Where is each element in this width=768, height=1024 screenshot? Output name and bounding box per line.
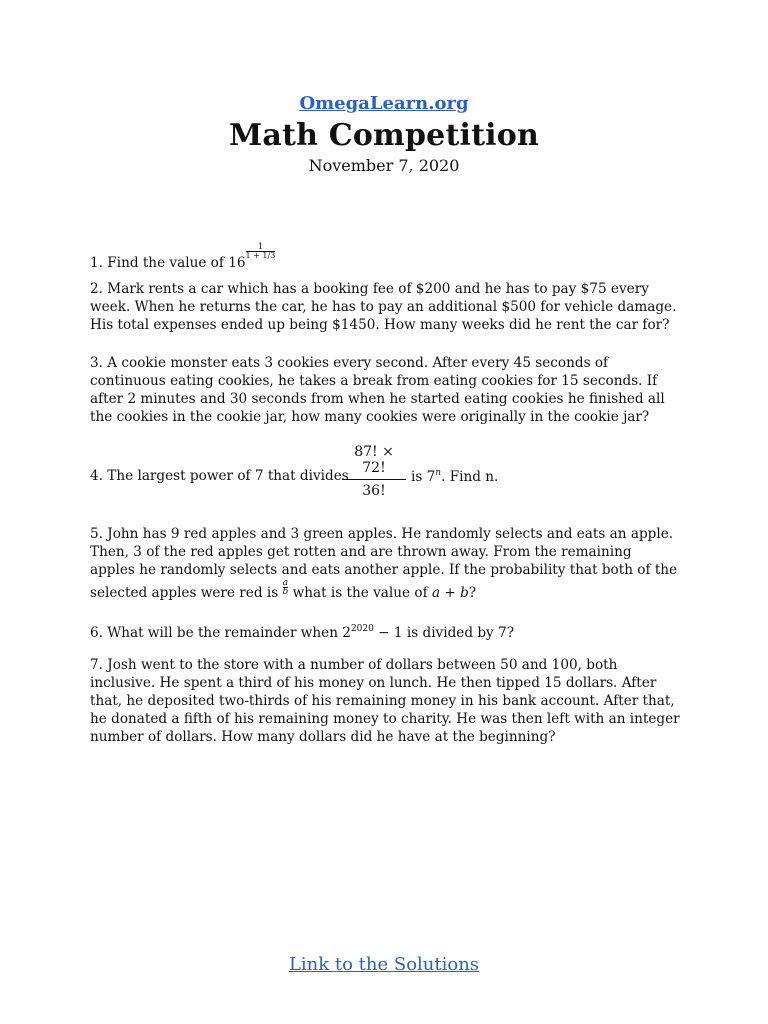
fraction-denominator: b: [282, 587, 289, 597]
question-6-exponent: 2020: [350, 624, 374, 634]
exponent-denominator: 1 + 1/3: [245, 251, 276, 260]
fraction-numerator: a: [282, 578, 289, 588]
question-3: 3. A cookie monster eats 3 cookies every second. After every 45 seconds of continuous eating cookies, he takes a break from eating cookies for 15 seconds. If after 2 minutes and 30 seconds from when he started eating cookies he finished all the cookies in the cookie jar, how many cookies were originally in the cookie jar?: [90, 355, 665, 425]
question-5-mid: what is the value of: [292, 585, 428, 601]
solutions-link[interactable]: Link to the Solutions: [288, 954, 480, 975]
exponent-numerator: 1: [246, 243, 276, 252]
site-link[interactable]: OmegaLearn.org: [299, 93, 469, 114]
question-4-suffix: is 7: [411, 469, 436, 485]
question-1-exponent: [246, 243, 276, 260]
question-4-fraction: [342, 444, 406, 499]
question-5: [90, 525, 680, 602]
question-1: [90, 243, 680, 272]
question-4-exponent: n: [435, 468, 442, 478]
question-1-text: 1. Find the value of 16: [90, 255, 246, 271]
page-title: Math Competition: [229, 118, 539, 153]
question-4-tail: [411, 468, 498, 485]
question-6: [90, 620, 680, 642]
fraction-denominator: 36!: [362, 483, 386, 499]
question-5-expression: a + b: [431, 585, 469, 601]
date: November 7, 2020: [308, 156, 460, 175]
question-4-end: . Find n.: [441, 469, 499, 485]
question-5-fraction: [283, 579, 289, 596]
question-7: 7. Josh went to the store with a number of dollars between 50 and 100, both inclusive. He spent a third of his money on lunch. He then tipped 15 dollars. After that, he deposited two-thirds of his remaining money in his bank account. After that, he donated a fifth of his remaining money to charity. He was then left with an integer number of dollars. How many dollars did he have at the beginning?: [90, 657, 680, 745]
question-4-text: 4. The largest power of 7 that divides: [90, 468, 349, 484]
question-2: 2. Mark rents a car which has a booking fee of $200 and he has to pay $75 every week. When he returns the car, he has to pay an additional $500 for vehicle damage. His total expenses ended up being $1450. How many weeks did he rent the car for?: [90, 281, 677, 333]
question-5-end: ?: [468, 585, 477, 601]
question-6-text: 6. What will be the remainder when 2: [90, 625, 351, 641]
question-5-text: 5. John has 9 red apples and 3 green apples. He randomly selects and eats an apple. Then, 3 of the red apples get rotten and are thrown away. From the remaining apples he randomly selects and eats another apple. If the probability that both of the selected apples were red is: [90, 526, 678, 601]
question-6-suffix: − 1 is divided by 7?: [373, 625, 514, 641]
fraction-numerator: 87! × 72!: [342, 444, 406, 480]
